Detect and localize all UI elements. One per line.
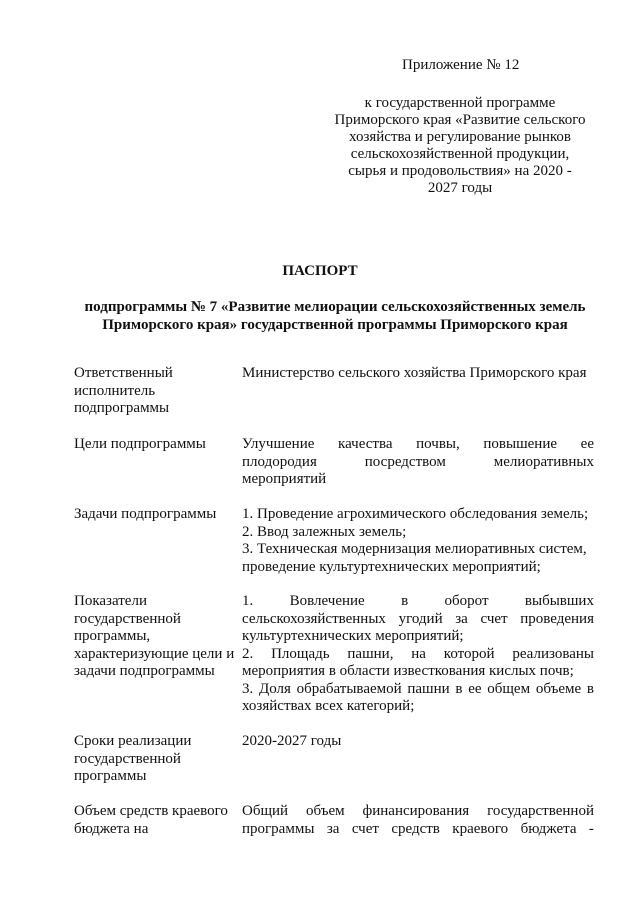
row-label-line: государственной: [74, 750, 181, 767]
program-reference-line: сельскохозяйственной продукции,: [350, 146, 570, 162]
row-value-line: культуртехнических мероприятий;: [242, 628, 464, 644]
row-value: [242, 593, 594, 716]
row-value-line: плодородия посредством мелиоративных: [242, 453, 594, 470]
row-label: [74, 593, 242, 681]
row-value-line: Министерство сельского хозяйства Приморского края: [242, 365, 587, 381]
appendix-number: Приложение № 12: [402, 57, 520, 73]
row-label-line: Объем средств краевого: [74, 803, 228, 819]
row-value: [242, 803, 594, 838]
row-value-line: 2020-2027 годы: [242, 733, 342, 749]
row-label: [74, 803, 242, 838]
program-reference-line: к государственной программе: [364, 95, 556, 111]
row-label: [74, 365, 242, 418]
row-value-line: 2. Площадь пашни, на которой реализованы: [242, 645, 594, 662]
program-reference-line: 2027 годы: [427, 180, 493, 196]
row-value-line: мероприятий: [242, 471, 327, 487]
row-value-line: Улучшение качества почвы, повышение ее: [242, 436, 594, 452]
row-value-line: Общий объем финансирования государственной: [242, 803, 594, 819]
subprogram-title-line: подпрограммы № 7 «Развитие мелиорации сельскохозяйственных земель: [84, 299, 586, 315]
row-label: [74, 436, 242, 454]
row-value-line: мероприятия в области известкования кислых почв;: [242, 663, 574, 679]
subprogram-title: [70, 298, 600, 334]
passport-title: ПАСПОРТ: [282, 263, 358, 279]
row-value-line: программы за счет средств краевого бюджета -: [242, 820, 594, 837]
row-value-line: 1. Вовлечение в оборот выбывших: [242, 593, 594, 609]
row-label-line: Задачи подпрограммы: [74, 506, 217, 522]
row-label-line: задачи подпрограммы: [74, 663, 215, 679]
row-label-line: исполнитель: [74, 382, 156, 399]
row-label: [74, 733, 242, 786]
row-value-line: 2. Ввод залежных земель;: [242, 523, 407, 540]
program-reference-line: сырья и продовольствия» на 2020 -: [348, 163, 572, 179]
row-label-line: программы: [74, 768, 147, 784]
row-label-line: Показатели: [74, 593, 147, 609]
row-label-line: бюджета на: [74, 820, 149, 837]
row-label: [74, 506, 242, 524]
row-value-line: 3. Техническая модернизация мелиоративных систем,: [242, 541, 587, 557]
row-label-line: государственной: [74, 610, 181, 627]
row-label-line: подпрограммы: [74, 400, 170, 416]
row-value: [242, 733, 594, 751]
row-label-line: Цели подпрограммы: [74, 436, 206, 452]
row-label-line: Сроки реализации: [74, 733, 192, 749]
row-label-line: Ответственный: [74, 365, 173, 381]
row-value: [242, 365, 594, 383]
row-value-line: 1. Проведение агрохимического обследования земель;: [242, 506, 589, 522]
row-value-line: проведение культуртехнических мероприятий;: [242, 558, 541, 575]
row-label-line: характеризующие цели и: [74, 645, 235, 662]
row-value-line: 3. Доля обрабатываемой пашни в ее общем объеме в: [242, 680, 594, 697]
row-value-line: сельскохозяйственных угодий за счет проведения: [242, 610, 594, 627]
row-value: [242, 506, 594, 576]
row-value-line: хозяйствах всех категорий;: [242, 698, 415, 714]
subprogram-title-line: Приморского края» государственной программы Приморского края: [102, 317, 568, 333]
program-reference-line: Приморского края «Развитие сельского: [334, 112, 586, 128]
row-label-line: программы,: [74, 628, 151, 644]
program-reference-line: хозяйства и регулирование рынков: [349, 129, 571, 145]
program-reference: [315, 95, 605, 197]
row-value: [242, 436, 594, 489]
